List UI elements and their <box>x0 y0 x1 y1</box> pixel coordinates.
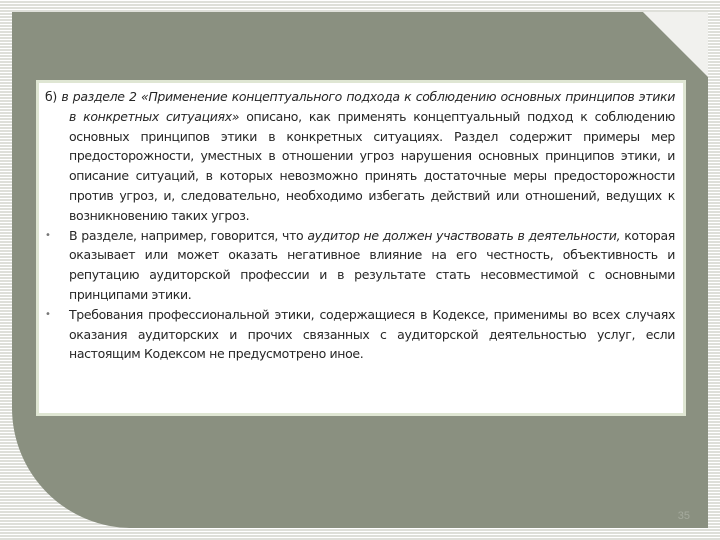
intro-section-title: в разделе 2 «Применение концептуального подхода к соблюдению основных принципов этики в конкретных ситуациях» <box>61 89 675 124</box>
bullet-dot-icon: • <box>45 308 51 320</box>
slide-background-panel <box>12 12 708 528</box>
slide-corner-cut <box>643 12 708 77</box>
bullet-item-2 <box>45 305 675 364</box>
intro-paragraph <box>45 87 675 226</box>
bullet-dot-icon: • <box>45 229 51 241</box>
slide-text-box <box>36 80 686 416</box>
bullet-1-text-before: В разделе, например, говорится, что <box>69 227 308 243</box>
page-number: 35 <box>677 510 690 522</box>
bullet-1-italic: аудитор не должен участвовать в деятельности, <box>307 227 621 243</box>
intro-prefix: б) <box>45 89 57 104</box>
bullet-item-1 <box>45 226 675 305</box>
intro-body: описано, как применять концептуальный подход к соблюдению основных принципов этики в конкретных ситуациях. Раздел содержит примеры мер предосторожности, уместных в отношении угроз нарушения основных принципов этики, и описание ситуаций, в которых невозможно принять достаточные меры предосторожности против угроз, и, следовательно, необходимо избегать действий или отношений, ведущих к возникновению таких угроз. <box>69 108 675 223</box>
bullet-1-text-after: которая оказывает или может оказать негативное влияние на его честность, объективность и репутацию аудиторской профессии и в результате стать несовместимой с основными принципами этики. <box>69 227 675 302</box>
bullet-2-text: Требования профессиональной этики, содержащиеся в Кодексе, применимы во всех случаях оказания аудиторских и прочих связанных с аудиторской деятельностью услуг, если настоящим Кодексом не предусмотрено иное. <box>69 306 675 362</box>
